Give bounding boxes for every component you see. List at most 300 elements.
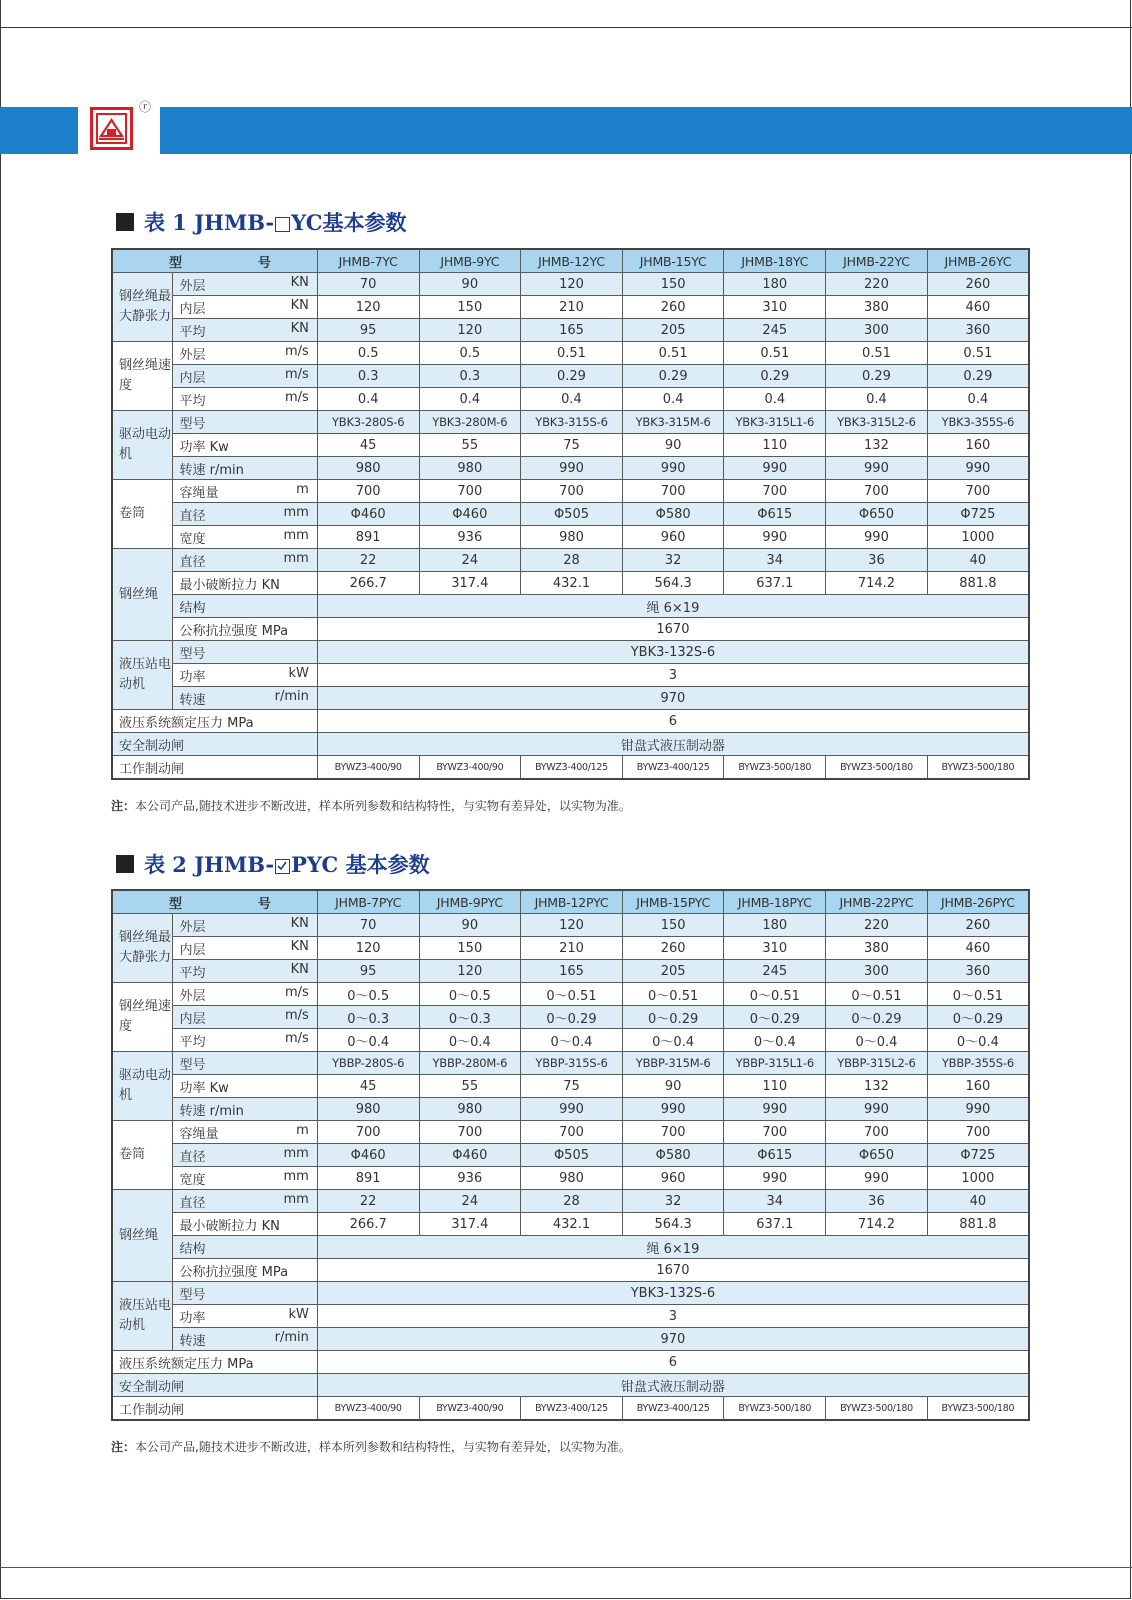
table-row [112,1144,1029,1167]
header-type-cell [112,890,317,914]
row-unit-text: mm [283,1168,309,1184]
row-label [173,1098,317,1121]
merged-value-cell: 6 [317,1351,1029,1374]
row-label-text: 平均 [179,1034,206,1050]
value-cell: 110 [724,434,826,457]
empty-box-icon [275,217,290,232]
header-model-cell: JHMB-22PYC [826,890,928,914]
row-label [173,618,317,641]
value-cell: 990 [521,1098,623,1121]
value-cell: 0.29 [622,365,724,388]
header-type-char: 型 [169,255,183,271]
row-label [173,664,317,687]
table-row [112,319,1029,342]
row-label [173,457,317,480]
value-cell: 0～0.4 [724,1029,826,1052]
value-cell: Φ615 [724,1144,826,1167]
value-cell: 700 [317,480,419,503]
value-cell: 0～0.5 [317,983,419,1006]
header-model-cell: JHMB-26PYC [927,890,1029,914]
value-cell: 990 [724,526,826,549]
row-unit-text: m/s [285,366,309,382]
value-cell: 0.4 [521,388,623,411]
header-model-cell: JHMB-15PYC [622,890,724,914]
merged-value-cell: 970 [317,1328,1029,1351]
value-cell: 0.51 [826,342,928,365]
value-cell: 300 [826,319,928,342]
header-type-char: 号 [257,896,271,912]
value-cell: 55 [419,1075,521,1098]
value-cell: YBBP-280M-6 [419,1052,521,1075]
row-label [173,1006,317,1029]
value-cell: 220 [826,914,928,937]
row-label [173,1259,317,1282]
value-cell: 564.3 [622,572,724,595]
value-cell: 55 [419,434,521,457]
value-cell: 120 [317,296,419,319]
row-label [173,319,317,342]
note-prefix: 注： [111,1440,136,1454]
value-cell: YBBP-315S-6 [521,1052,623,1075]
row-label-text: 公称抗拉强度 MPa [179,1264,289,1280]
table-row [112,296,1029,319]
row-label [173,273,317,296]
value-cell: 0～0.29 [826,1006,928,1029]
table2-title-prefix: 表 2 JHMB- [144,852,275,877]
value-cell: 936 [419,1167,521,1190]
value-cell: 110 [724,1075,826,1098]
value-cell: 980 [521,526,623,549]
value-cell: 120 [521,914,623,937]
value-cell: YBBP-315M-6 [622,1052,724,1075]
value-cell: 266.7 [317,572,419,595]
table-row [112,1190,1029,1213]
value-cell: YBK3-315M-6 [622,411,724,434]
row-label-text: 容绳量 [179,1126,219,1142]
table2-title-suffix: PYC 基本参数 [291,852,430,877]
logo-mark-icon [95,112,128,145]
table-row [112,733,1029,756]
value-cell: 460 [927,937,1029,960]
value-cell: 700 [622,1121,724,1144]
value-cell: 432.1 [521,572,623,595]
value-cell: 34 [724,1190,826,1213]
value-cell: 700 [826,480,928,503]
row-label-text: 外层 [179,919,206,935]
row-label [173,296,317,319]
merged-value-cell: 3 [317,664,1029,687]
value-cell: 0～0.4 [622,1029,724,1052]
value-cell: Φ460 [317,1144,419,1167]
row-label-text: 型号 [179,646,206,662]
merged-value-cell: YBK3-132S-6 [317,641,1029,664]
value-cell: 980 [419,1098,521,1121]
row-unit-text: mm [283,550,309,566]
value-cell: YBK3-355S-6 [927,411,1029,434]
table-row [112,503,1029,526]
table-row [112,756,1029,780]
value-cell: 266.7 [317,1213,419,1236]
table-row [112,710,1029,733]
value-cell: 0～0.29 [622,1006,724,1029]
group-label-cell: 钢丝绳速度 [112,983,173,1052]
row-label [173,1167,317,1190]
value-cell: 960 [622,1167,724,1190]
header-model-cell: JHMB-22YC [826,249,928,273]
value-cell: 22 [317,1190,419,1213]
table1 [111,248,1030,780]
table-row [112,1029,1029,1052]
value-cell: 95 [317,319,419,342]
value-cell: 0～0.4 [317,1029,419,1052]
value-cell: BYWZ3-500/180 [826,1397,928,1421]
value-cell: Φ650 [826,1144,928,1167]
row-label [173,480,317,503]
value-cell: 0～0.4 [826,1029,928,1052]
value-cell: 180 [724,914,826,937]
value-cell: BYWZ3-400/90 [419,1397,521,1421]
header-type-char: 号 [257,255,271,271]
row-label-text: 转速 r/min [179,462,244,478]
table-row [112,1397,1029,1421]
title-bullet-icon [116,855,134,873]
value-cell: 0.5 [317,342,419,365]
merged-value-cell: 绳 6×19 [317,1236,1029,1259]
table-row [112,687,1029,710]
value-cell: 132 [826,434,928,457]
row-label [173,1029,317,1052]
value-cell: 90 [622,434,724,457]
table-row [112,641,1029,664]
company-logo-icon [90,107,133,150]
row-label [173,572,317,595]
table-row [112,1075,1029,1098]
value-cell: 180 [724,273,826,296]
value-cell: 0.3 [419,365,521,388]
value-cell: 0～0.51 [521,983,623,1006]
title-bullet-icon [116,213,134,231]
value-cell: 0.4 [826,388,928,411]
row-label: 工作制动闸 [112,756,317,780]
row-label-text: 平均 [179,393,206,409]
value-cell: 28 [521,549,623,572]
value-cell: 0～0.4 [521,1029,623,1052]
header-model-cell: JHMB-7YC [317,249,419,273]
value-cell: 165 [521,319,623,342]
row-label-text: 内层 [179,301,206,317]
value-cell: 0～0.5 [419,983,521,1006]
row-label-text: 功率 [179,669,206,685]
value-cell: 150 [419,296,521,319]
row-label-text: 外层 [179,988,206,1004]
value-cell: 317.4 [419,572,521,595]
row-label-text: 最小破断拉力 KN [179,577,280,593]
value-cell: 245 [724,960,826,983]
row-unit-text: KN [290,297,309,313]
row-label-text: 宽度 [179,1172,206,1188]
value-cell: 0～0.29 [521,1006,623,1029]
value-cell: 1000 [927,1167,1029,1190]
value-cell: 28 [521,1190,623,1213]
row-label-text: 最小破断拉力 KN [179,1218,280,1234]
value-cell: 160 [927,434,1029,457]
note-prefix: 注： [111,799,136,813]
table-row [112,1236,1029,1259]
table-row [112,1374,1029,1397]
table-row [112,1167,1029,1190]
value-cell: 70 [317,273,419,296]
group-label-cell: 液压站电动机 [112,641,173,710]
row-label-text: 外层 [179,347,206,363]
value-cell: 45 [317,1075,419,1098]
value-cell: YBBP-315L2-6 [826,1052,928,1075]
row-label [173,1236,317,1259]
row-label-text: 转速 r/min [179,1103,244,1119]
header-type-label [113,893,317,912]
group-label-cell: 钢丝绳速度 [112,342,173,411]
value-cell: 0.51 [927,342,1029,365]
row-label [173,687,317,710]
row-label-text: 直径 [179,554,206,570]
bottom-rule [0,1567,1132,1568]
row-label-text: 容绳量 [179,485,219,501]
table-row [112,1259,1029,1282]
value-cell: 245 [724,319,826,342]
row-label-text: 宽度 [179,531,206,547]
value-cell: 700 [724,480,826,503]
value-cell: BYWZ3-500/180 [927,1397,1029,1421]
value-cell: 40 [927,549,1029,572]
header-model-cell: JHMB-26YC [927,249,1029,273]
row-label-text: 内层 [179,942,206,958]
row-label [173,1121,317,1144]
group-label-cell: 液压站电动机 [112,1282,173,1351]
value-cell: BYWZ3-500/180 [927,756,1029,780]
value-cell: 990 [927,1098,1029,1121]
checked-box-icon [275,859,290,874]
header-type-label [113,252,317,271]
value-cell: BYWZ3-400/90 [317,756,419,780]
value-cell: BYWZ3-400/90 [317,1397,419,1421]
row-label-text: 直径 [179,1149,206,1165]
merged-value-cell: 970 [317,687,1029,710]
table-row [112,572,1029,595]
row-label [173,434,317,457]
header-model-cell: JHMB-12YC [521,249,623,273]
row-label [173,388,317,411]
row-label [173,960,317,983]
value-cell: 714.2 [826,1213,928,1236]
row-unit-text: mm [283,1191,309,1207]
value-cell: YBBP-355S-6 [927,1052,1029,1075]
row-unit-text: m/s [285,343,309,359]
value-cell: BYWZ3-400/125 [622,756,724,780]
row-label-text: 直径 [179,508,206,524]
value-cell: 310 [724,296,826,319]
value-cell: YBBP-315L1-6 [724,1052,826,1075]
value-cell: 36 [826,549,928,572]
table-row [112,983,1029,1006]
value-cell: 432.1 [521,1213,623,1236]
row-unit-text: m/s [285,1030,309,1046]
value-cell: 0.51 [724,342,826,365]
registered-mark: ⓡ [139,100,152,114]
merged-value-cell: 钳盘式液压制动器 [317,733,1029,756]
value-cell: 0～0.4 [419,1029,521,1052]
row-label [173,1213,317,1236]
value-cell: 0.5 [419,342,521,365]
value-cell: 980 [317,457,419,480]
value-cell: 132 [826,1075,928,1098]
value-cell: 564.3 [622,1213,724,1236]
value-cell: 22 [317,549,419,572]
value-cell: 75 [521,1075,623,1098]
value-cell: Φ505 [521,503,623,526]
value-cell: Φ615 [724,503,826,526]
value-cell: 150 [419,937,521,960]
group-label-cell: 驱动电动机 [112,411,173,480]
header-model-cell: JHMB-9PYC [419,890,521,914]
row-unit-text: m/s [285,1007,309,1023]
value-cell: 0.29 [724,365,826,388]
group-label-cell: 钢丝绳最大静张力 [112,273,173,342]
row-unit-text: r/min [274,688,309,704]
row-unit-text: r/min [274,1329,309,1345]
group-label-cell: 钢丝绳 [112,549,173,641]
value-cell: 75 [521,434,623,457]
value-cell: 210 [521,937,623,960]
value-cell: 990 [927,457,1029,480]
row-label-text: 外层 [179,278,206,294]
table-row [112,342,1029,365]
row-label-text: 型号 [179,1287,206,1303]
row-label-text: 转速 [179,692,206,708]
value-cell: 990 [724,1098,826,1121]
row-label [173,342,317,365]
value-cell: 0.4 [724,388,826,411]
row-unit-text: kW [288,1306,309,1322]
table-row [112,365,1029,388]
row-unit-text: KN [290,938,309,954]
row-label [173,1190,317,1213]
table-row [112,664,1029,687]
value-cell: 70 [317,914,419,937]
table1-title [116,207,406,237]
table-header-row [112,890,1029,914]
table-row [112,1351,1029,1374]
value-cell: BYWZ3-500/180 [724,1397,826,1421]
value-cell: 700 [419,480,521,503]
table2-title [116,849,430,879]
row-label-text: 公称抗拉强度 MPa [179,623,289,639]
header-band-right [160,107,1132,154]
merged-value-cell: 钳盘式液压制动器 [317,1374,1029,1397]
header-model-cell: JHMB-12PYC [521,890,623,914]
value-cell: 90 [419,914,521,937]
row-unit-text: KN [290,320,309,336]
header-model-cell: JHMB-18PYC [724,890,826,914]
value-cell: 881.8 [927,572,1029,595]
table1-title-suffix: YC基本参数 [291,210,407,235]
value-cell: 40 [927,1190,1029,1213]
value-cell: 700 [724,1121,826,1144]
value-cell: 980 [521,1167,623,1190]
table2-note [111,1438,631,1455]
row-label [173,937,317,960]
table2 [111,889,1030,1421]
row-label-text: 直径 [179,1195,206,1211]
value-cell: 32 [622,549,724,572]
table-row [112,388,1029,411]
table-row [112,434,1029,457]
row-label-text: 平均 [179,965,206,981]
value-cell: 90 [622,1075,724,1098]
value-cell: Φ505 [521,1144,623,1167]
row-label: 安全制动闸 [112,733,317,756]
value-cell: 317.4 [419,1213,521,1236]
row-label-text: 功率 Kw [179,439,229,455]
value-cell: 0～0.3 [317,1006,419,1029]
row-label [173,1328,317,1351]
value-cell: 205 [622,960,724,983]
value-cell: BYWZ3-400/90 [419,756,521,780]
value-cell: 0.51 [622,342,724,365]
row-unit-text: m [296,481,309,497]
header-type-char: 型 [169,896,183,912]
row-unit-text: m/s [285,389,309,405]
header-model-cell: JHMB-9YC [419,249,521,273]
value-cell: YBK3-315L1-6 [724,411,826,434]
value-cell: 700 [927,1121,1029,1144]
table-row [112,526,1029,549]
note-text: 本公司产品,随技术进步不断改进，样本所列参数和结构特性，与实物有差异处，以实物为准。 [135,799,631,813]
row-label: 液压系统额定压力 MPa [112,1351,317,1374]
value-cell: Φ460 [317,503,419,526]
row-label-text: 功率 Kw [179,1080,229,1096]
row-unit-text: KN [290,274,309,290]
value-cell: 205 [622,319,724,342]
group-label-cell: 卷筒 [112,1121,173,1190]
value-cell: 210 [521,296,623,319]
value-cell: 990 [724,1167,826,1190]
row-unit-text: m [296,1122,309,1138]
value-cell: 160 [927,1075,1029,1098]
table-row [112,1213,1029,1236]
value-cell: 990 [622,1098,724,1121]
value-cell: 380 [826,937,928,960]
value-cell: 936 [419,526,521,549]
value-cell: 960 [622,526,724,549]
value-cell: 700 [521,1121,623,1144]
value-cell: 150 [622,914,724,937]
row-label [173,914,317,937]
group-label-cell: 钢丝绳最大静张力 [112,914,173,983]
value-cell: 120 [419,319,521,342]
header-model-cell: JHMB-15YC [622,249,724,273]
row-label-text: 功率 [179,1310,206,1326]
value-cell: YBK3-315L2-6 [826,411,928,434]
value-cell: 220 [826,273,928,296]
row-label [173,641,317,664]
value-cell: 0～0.29 [724,1006,826,1029]
row-label [173,1305,317,1328]
table-row [112,937,1029,960]
value-cell: 990 [826,1098,928,1121]
row-label-text: 结构 [179,600,206,616]
value-cell: 34 [724,549,826,572]
table-row [112,1328,1029,1351]
row-label-text: 内层 [179,1011,206,1027]
